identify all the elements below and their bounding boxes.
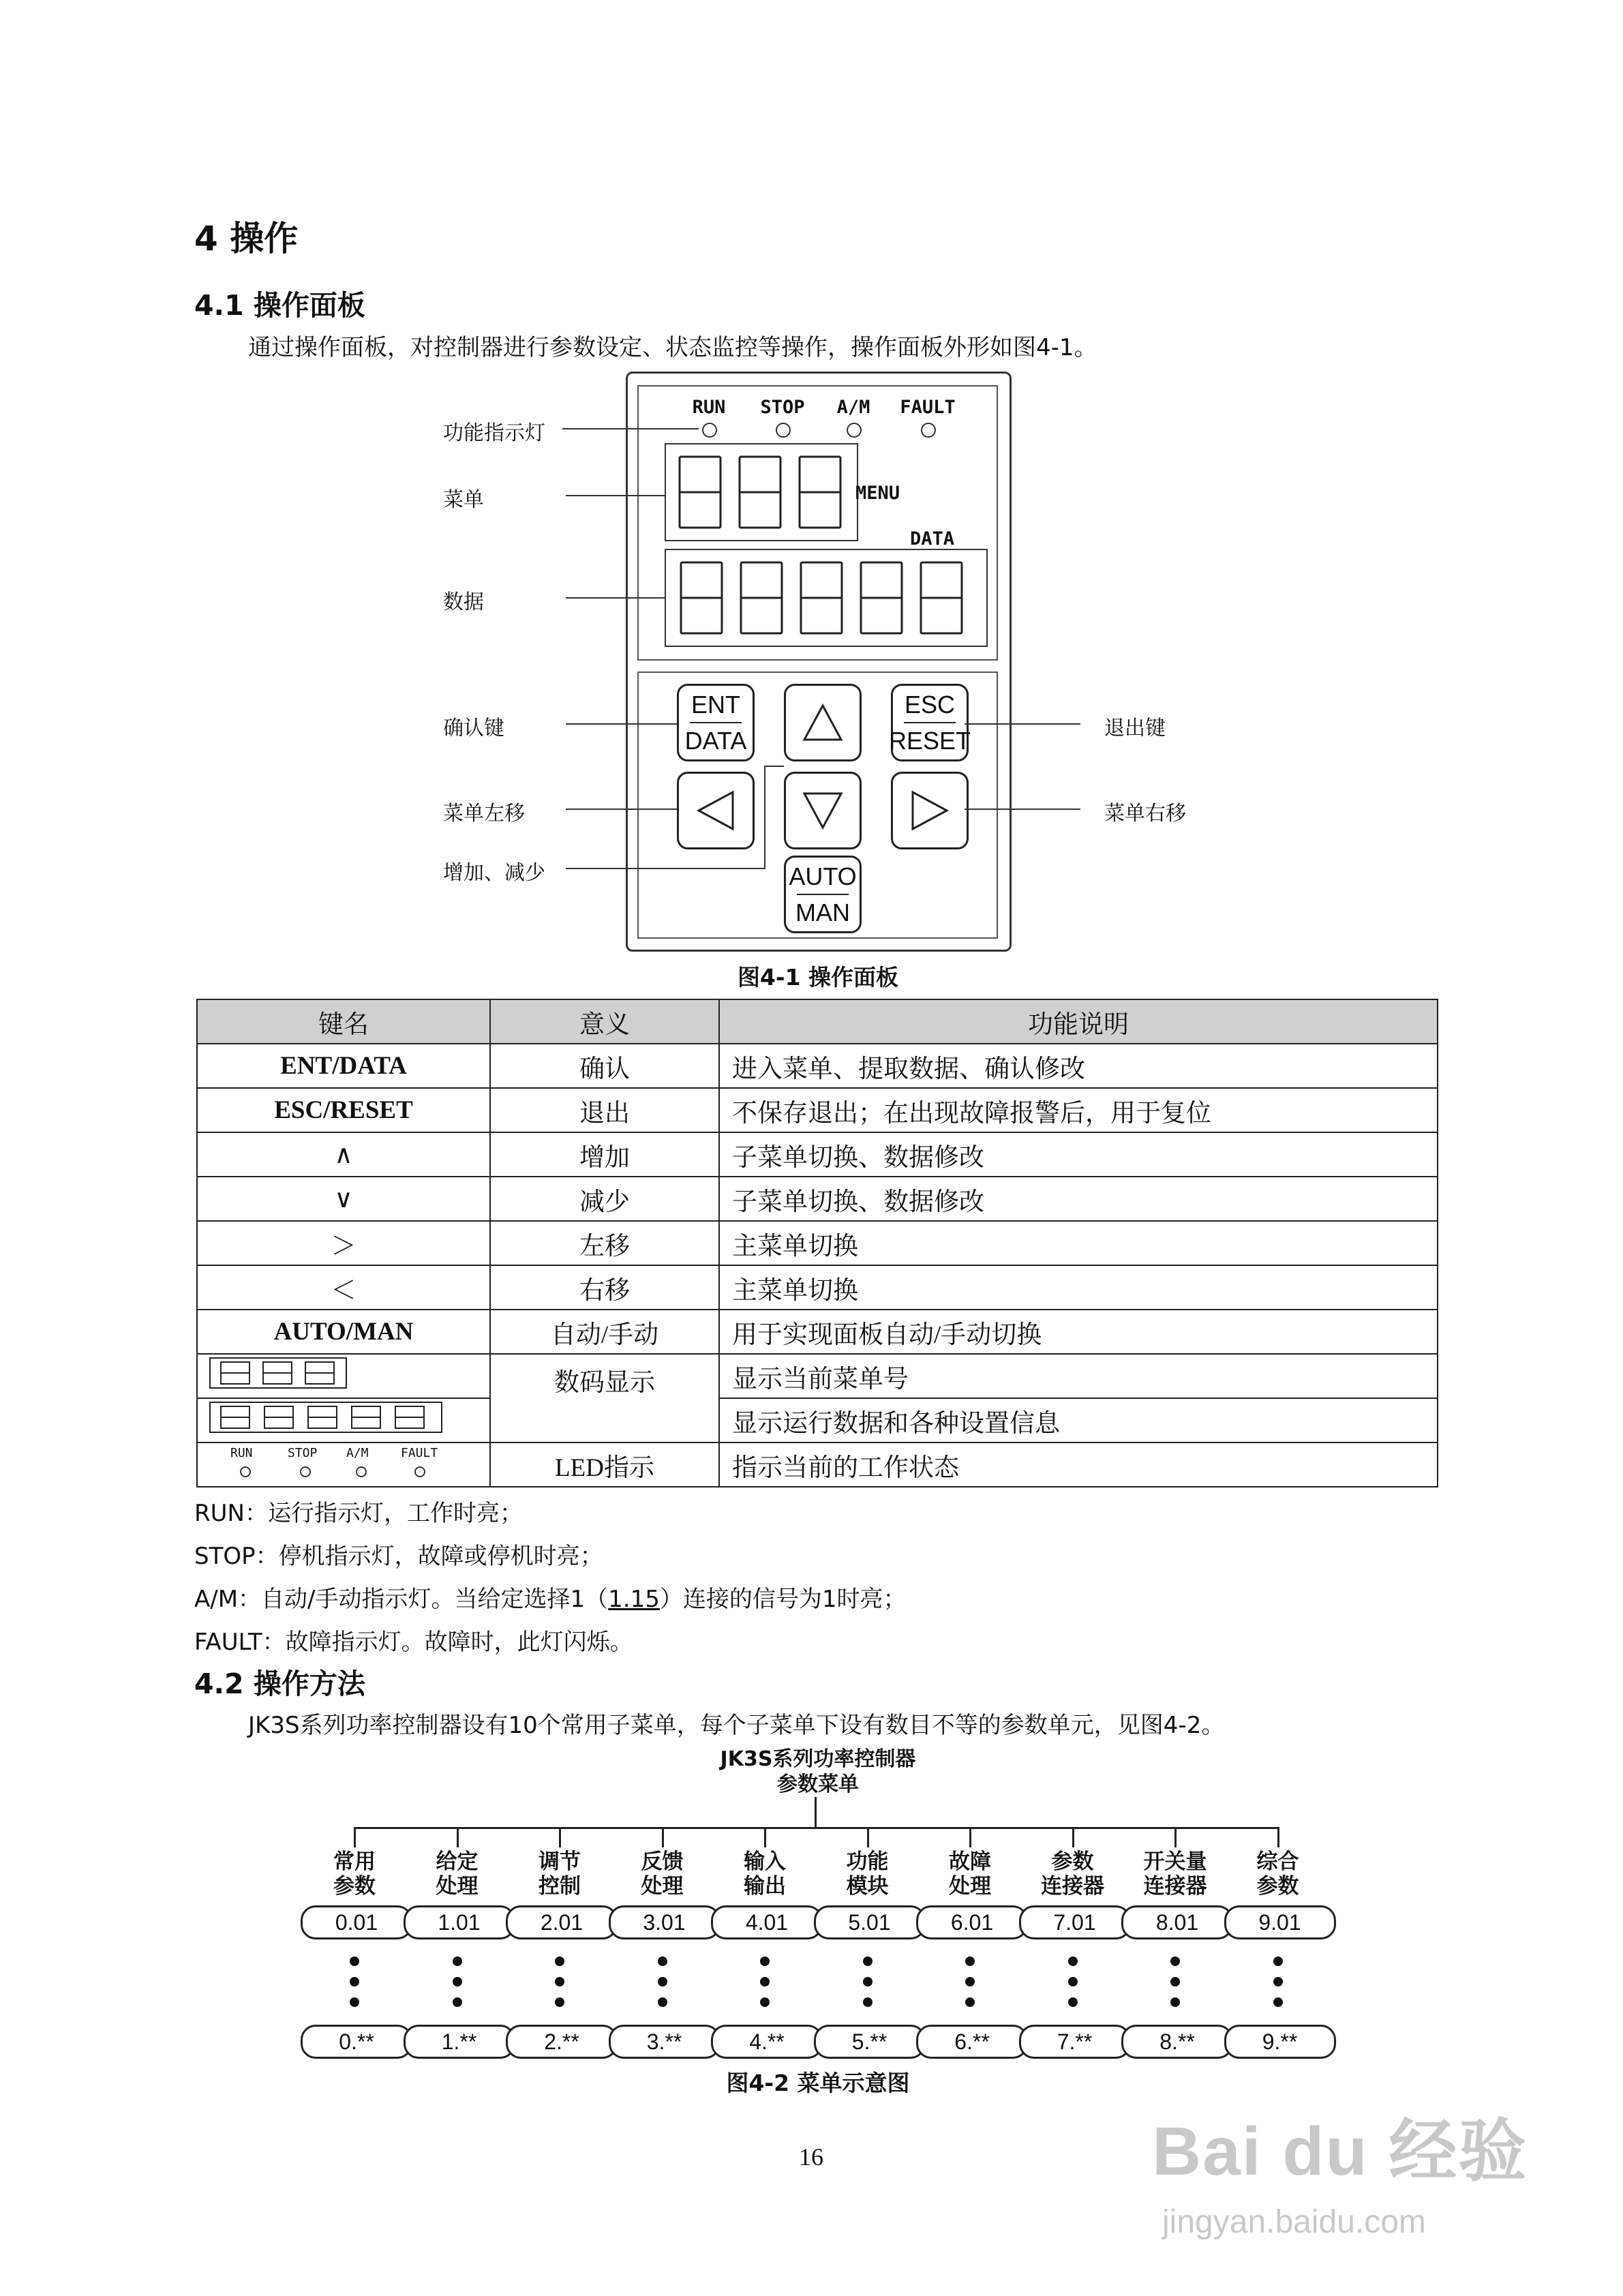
- left-triangle-icon: [692, 787, 740, 834]
- menu-column-label-line2: 处理: [949, 1874, 991, 1899]
- key-divider: [690, 722, 742, 723]
- run-led: [702, 423, 717, 438]
- table-header-row: [197, 999, 1438, 1044]
- ellipsis-dot: [863, 1957, 873, 1966]
- indicator-label-stop: STOP: [760, 397, 805, 418]
- leader-line: [566, 809, 677, 810]
- leader-line: [566, 495, 665, 496]
- menu-item-last[interactable]: 9.**: [1224, 2025, 1336, 2059]
- menu-column-label-line2: 模块: [846, 1874, 889, 1899]
- auto-label: AUTO: [789, 862, 857, 890]
- menu-item-first[interactable]: 3.01: [609, 1905, 721, 1939]
- leader-line: [566, 723, 677, 725]
- menu-display: [665, 443, 858, 541]
- cell-desc: 进入菜单、提取数据、确认修改: [719, 1044, 1438, 1088]
- tree-trunk: [815, 1797, 817, 1828]
- leader-line: [965, 723, 1080, 725]
- menu-column-label-line2: 参数: [333, 1874, 376, 1899]
- mini-indicator-am: A/M: [346, 1446, 369, 1460]
- cell-desc: 显示当前菜单号: [719, 1354, 1438, 1398]
- menu-item-first[interactable]: 4.01: [711, 1905, 823, 1939]
- note-run: RUN：运行指示灯，工作时亮；: [194, 1500, 523, 1527]
- ellipsis-dot: [453, 1977, 462, 1987]
- auto-man-key[interactable]: [784, 856, 862, 933]
- up-key[interactable]: [784, 684, 862, 761]
- tree-drop: [559, 1827, 561, 1847]
- key-divider: [904, 722, 956, 723]
- header-key-name: 键名: [197, 999, 490, 1044]
- cell-data-display-image: [197, 1398, 490, 1442]
- cell-meaning: 数码显示: [490, 1354, 719, 1442]
- menu-column-label-line2: 连接器: [1041, 1874, 1104, 1899]
- table-row: [197, 1044, 1438, 1088]
- mini-indicator-stop: STOP: [288, 1446, 318, 1460]
- menu-column-label-line1: 开关量: [1143, 1849, 1207, 1874]
- menu-item-last[interactable]: 8.**: [1121, 2025, 1233, 2059]
- menu-column-label-line2: 参数: [1256, 1874, 1299, 1899]
- key-divider: [797, 894, 849, 895]
- ellipsis-dot: [555, 1997, 564, 2007]
- watermark-url: jingyan.baidu.com: [1162, 2204, 1426, 2240]
- callout-menu: 菜单: [443, 488, 484, 512]
- tree-drop: [1072, 1827, 1074, 1847]
- cell-key: ＜: [197, 1265, 490, 1310]
- cell-led-image: [197, 1442, 490, 1487]
- note-fault: FAULT：故障指示灯。故障时，此灯闪烁。: [194, 1629, 633, 1656]
- indicator-label-am: A/M: [836, 397, 870, 418]
- tree-drop: [764, 1827, 766, 1847]
- ellipsis-dot: [760, 1977, 770, 1987]
- down-triangle-icon: [799, 787, 847, 834]
- menu-item-last[interactable]: 0.**: [301, 2025, 412, 2059]
- tree-drop: [969, 1827, 971, 1847]
- chapter-heading: 4 操作: [194, 219, 299, 258]
- ellipsis-dot: [1273, 1957, 1283, 1966]
- figure-caption-4-2: 图4-2 菜单示意图: [726, 2070, 910, 2096]
- ellipsis-dot: [965, 1977, 975, 1987]
- menu-label: MENU: [855, 483, 900, 504]
- menu-column-label-line1: 功能: [846, 1849, 889, 1874]
- menu-title-line2: 参数菜单: [777, 1772, 859, 1796]
- page-number: 16: [799, 2143, 823, 2171]
- menu-item-first[interactable]: 7.01: [1019, 1905, 1131, 1939]
- callout-data: 数据: [443, 590, 484, 614]
- menu-item-last[interactable]: 1.**: [404, 2025, 515, 2059]
- ellipsis-dot: [1170, 1977, 1180, 1987]
- cell-desc: 指示当前的工作状态: [719, 1442, 1438, 1487]
- right-key[interactable]: [891, 772, 969, 849]
- menu-item-first[interactable]: 2.01: [506, 1905, 618, 1939]
- tree-drop: [457, 1827, 459, 1847]
- ellipsis-dot: [658, 1977, 667, 1987]
- mini-menu-display: [209, 1356, 352, 1390]
- ellipsis-dot: [1273, 1997, 1283, 2007]
- header-description: 功能说明: [719, 999, 1438, 1044]
- ellipsis-dot: [760, 1997, 770, 2007]
- menu-column-label-line1: 参数: [1051, 1849, 1094, 1874]
- menu-item-first[interactable]: 8.01: [1121, 1905, 1233, 1939]
- callout-exit-key: 退出键: [1104, 716, 1166, 740]
- data-label: DATA: [910, 528, 955, 549]
- table-row: [197, 1398, 1438, 1442]
- menu-column-label-line2: 处理: [436, 1874, 479, 1899]
- fault-led: [921, 423, 936, 438]
- mini-fault-led: [414, 1466, 425, 1477]
- cell-meaning: 确认: [490, 1044, 719, 1088]
- ellipsis-dot: [965, 1957, 975, 1966]
- ellipsis-dot: [863, 1977, 873, 1987]
- mini-indicator-fault: FAULT: [401, 1446, 438, 1460]
- menu-column-label-line1: 输入: [744, 1849, 786, 1874]
- seven-segment-menu-digits: [666, 444, 857, 540]
- ellipsis-dot: [453, 1997, 462, 2007]
- menu-item-first[interactable]: 9.01: [1224, 1905, 1336, 1939]
- cell-meaning: 右移: [490, 1265, 719, 1310]
- leader-line: [764, 766, 784, 767]
- note-am-suffix: ）连接的信号为1时亮；: [659, 1586, 907, 1613]
- ellipsis-dot: [453, 1957, 462, 1966]
- menu-item-first[interactable]: 5.01: [814, 1905, 926, 1939]
- ellipsis-dot: [555, 1977, 564, 1987]
- menu-item-last[interactable]: 7.**: [1019, 2025, 1131, 2059]
- tree-drop: [867, 1827, 869, 1847]
- cell-desc: 子菜单切换、数据修改: [719, 1177, 1438, 1221]
- esc-label: ESC: [904, 691, 956, 719]
- ellipsis-dot: [1170, 1997, 1180, 2007]
- note-am-prefix: A/M：自动/手动指示灯。当给定选择1（: [194, 1586, 609, 1613]
- mini-am-led: [356, 1466, 367, 1477]
- ellipsis-dot: [658, 1997, 667, 2007]
- menu-item-first[interactable]: 0.01: [301, 1905, 412, 1939]
- key-function-table: [196, 999, 1438, 1487]
- table-row: [197, 1354, 1438, 1398]
- table-row: [197, 1442, 1438, 1487]
- menu-column-label-line2: 控制: [539, 1874, 581, 1899]
- ellipsis-dot: [1068, 1997, 1078, 2007]
- esc-reset-key[interactable]: [888, 684, 971, 761]
- menu-column-label-line1: 常用: [333, 1849, 376, 1874]
- cell-meaning: 左移: [490, 1221, 719, 1265]
- data-display: [665, 549, 988, 647]
- callout-increase-decrease: 增加、减少: [443, 861, 545, 885]
- cell-meaning: 退出: [490, 1088, 719, 1132]
- leader-line: [566, 597, 665, 599]
- figure-caption-4-1: 图4-1 操作面板: [737, 964, 899, 991]
- note-stop: STOP：停机指示灯，故障或停机时亮；: [194, 1543, 603, 1570]
- tree-branch: [354, 1827, 1278, 1829]
- cell-key: ESC/RESET: [197, 1088, 490, 1132]
- leader-line: [965, 809, 1080, 810]
- mini-data-display: [209, 1400, 444, 1434]
- indicator-label-run: RUN: [692, 397, 726, 418]
- indicator-label-fault: FAULT: [900, 397, 956, 418]
- ent-data-key[interactable]: [677, 684, 755, 761]
- tree-drop: [1174, 1827, 1177, 1847]
- ellipsis-dot: [760, 1957, 770, 1966]
- section-intro-4-1: 通过操作面板，对控制器进行参数设定、状态监控等操作，操作面板外形如图4-1。: [248, 334, 1097, 361]
- man-label: MAN: [795, 898, 850, 926]
- up-triangle-icon: [799, 699, 847, 746]
- reset-label: RESET: [888, 727, 971, 755]
- table-row: [197, 1310, 1438, 1354]
- cell-desc: 显示运行数据和各种设置信息: [719, 1398, 1438, 1442]
- cell-key: ∧: [197, 1132, 490, 1177]
- section-title-4-1: 4.1 操作面板: [194, 289, 365, 322]
- ellipsis-dot: [1273, 1977, 1283, 1987]
- cell-desc: 主菜单切换: [719, 1265, 1438, 1310]
- tree-drop: [662, 1827, 664, 1847]
- leader-line: [562, 428, 699, 429]
- cell-desc: 不保存退出；在出现故障报警后，用于复位: [719, 1088, 1438, 1132]
- cell-key: ＞: [197, 1221, 490, 1265]
- mini-stop-led: [300, 1466, 311, 1477]
- note-am-link[interactable]: 1.15: [608, 1586, 660, 1613]
- callout-menu-right: 菜单右移: [1104, 802, 1186, 826]
- menu-title-line1: JK3S系列功率控制器: [720, 1747, 916, 1771]
- ellipsis-dot: [555, 1957, 564, 1966]
- cell-meaning: 自动/手动: [490, 1310, 719, 1354]
- menu-item-last[interactable]: 4.**: [711, 2025, 823, 2059]
- ent-label: ENT: [691, 691, 740, 719]
- cell-desc: 子菜单切换、数据修改: [719, 1132, 1438, 1177]
- menu-item-first[interactable]: 1.01: [404, 1905, 515, 1939]
- ellipsis-dot: [350, 1977, 359, 1987]
- table-row: [197, 1221, 1438, 1265]
- cell-meaning: 增加: [490, 1132, 719, 1177]
- tree-drop: [1277, 1827, 1279, 1847]
- data-key-label: DATA: [684, 727, 747, 755]
- callout-indicator-lights: 功能指示灯: [443, 421, 545, 445]
- menu-item-last[interactable]: 6.**: [916, 2025, 1028, 2059]
- menu-item-last[interactable]: 3.**: [609, 2025, 721, 2059]
- left-key[interactable]: [677, 772, 755, 849]
- ellipsis-dot: [350, 1997, 359, 2007]
- cell-key: ∨: [197, 1177, 490, 1221]
- table-row: [197, 1088, 1438, 1132]
- ellipsis-dot: [1170, 1957, 1180, 1966]
- stop-led: [776, 423, 791, 438]
- table-row: [197, 1265, 1438, 1310]
- header-meaning: 意义: [490, 999, 719, 1044]
- menu-item-first[interactable]: 6.01: [916, 1905, 1028, 1939]
- menu-item-last[interactable]: 5.**: [814, 2025, 926, 2059]
- menu-column-label-line2: 连接器: [1143, 1874, 1207, 1899]
- menu-item-last[interactable]: 2.**: [506, 2025, 618, 2059]
- ellipsis-dot: [350, 1957, 359, 1966]
- table-row: [197, 1177, 1438, 1221]
- menu-column-label-line1: 给定: [436, 1849, 479, 1874]
- callout-menu-left: 菜单左移: [443, 802, 525, 826]
- ellipsis-dot: [1068, 1957, 1078, 1966]
- right-triangle-icon: [906, 787, 954, 834]
- table-row: [197, 1132, 1438, 1177]
- menu-column-label-line1: 故障: [949, 1849, 991, 1874]
- ellipsis-dot: [658, 1957, 667, 1966]
- ellipsis-dot: [863, 1997, 873, 2007]
- menu-column-label-line1: 综合: [1256, 1849, 1299, 1874]
- mini-run-led: [240, 1466, 251, 1477]
- mini-indicator-run: RUN: [230, 1446, 253, 1460]
- cell-desc: 主菜单切换: [719, 1221, 1438, 1265]
- callout-confirm-key: 确认键: [443, 716, 504, 740]
- tree-drop: [354, 1827, 356, 1847]
- menu-column-label-line1: 调节: [539, 1849, 581, 1874]
- cell-key: ENT/DATA: [197, 1044, 490, 1088]
- cell-meaning: LED指示: [490, 1442, 719, 1487]
- ellipsis-dot: [965, 1997, 975, 2007]
- cell-menu-display-image: [197, 1354, 490, 1398]
- seven-segment-data-digits: [666, 550, 986, 646]
- leader-line: [566, 868, 765, 869]
- note-am: [194, 1580, 906, 1614]
- menu-column-label-line2: 处理: [641, 1874, 684, 1899]
- menu-column-label-line2: 输出: [744, 1874, 786, 1899]
- cell-meaning: 减少: [490, 1177, 719, 1221]
- menu-column-label-line1: 反馈: [641, 1849, 684, 1874]
- ellipsis-dot: [1068, 1977, 1078, 1987]
- watermark-logo: Bai du 经验: [1152, 2113, 1528, 2190]
- cell-key: AUTO/MAN: [197, 1310, 490, 1354]
- leader-line: [764, 766, 765, 869]
- cell-desc: 用于实现面板自动/手动切换: [719, 1310, 1438, 1354]
- section-title-4-2: 4.2 操作方法: [194, 1667, 365, 1700]
- am-led: [847, 423, 862, 438]
- down-key[interactable]: [784, 772, 862, 849]
- section-intro-4-2: JK3S系列功率控制器设有10个常用子菜单，每个子菜单下设有数目不等的参数单元，见图4-2。: [248, 1712, 1225, 1739]
